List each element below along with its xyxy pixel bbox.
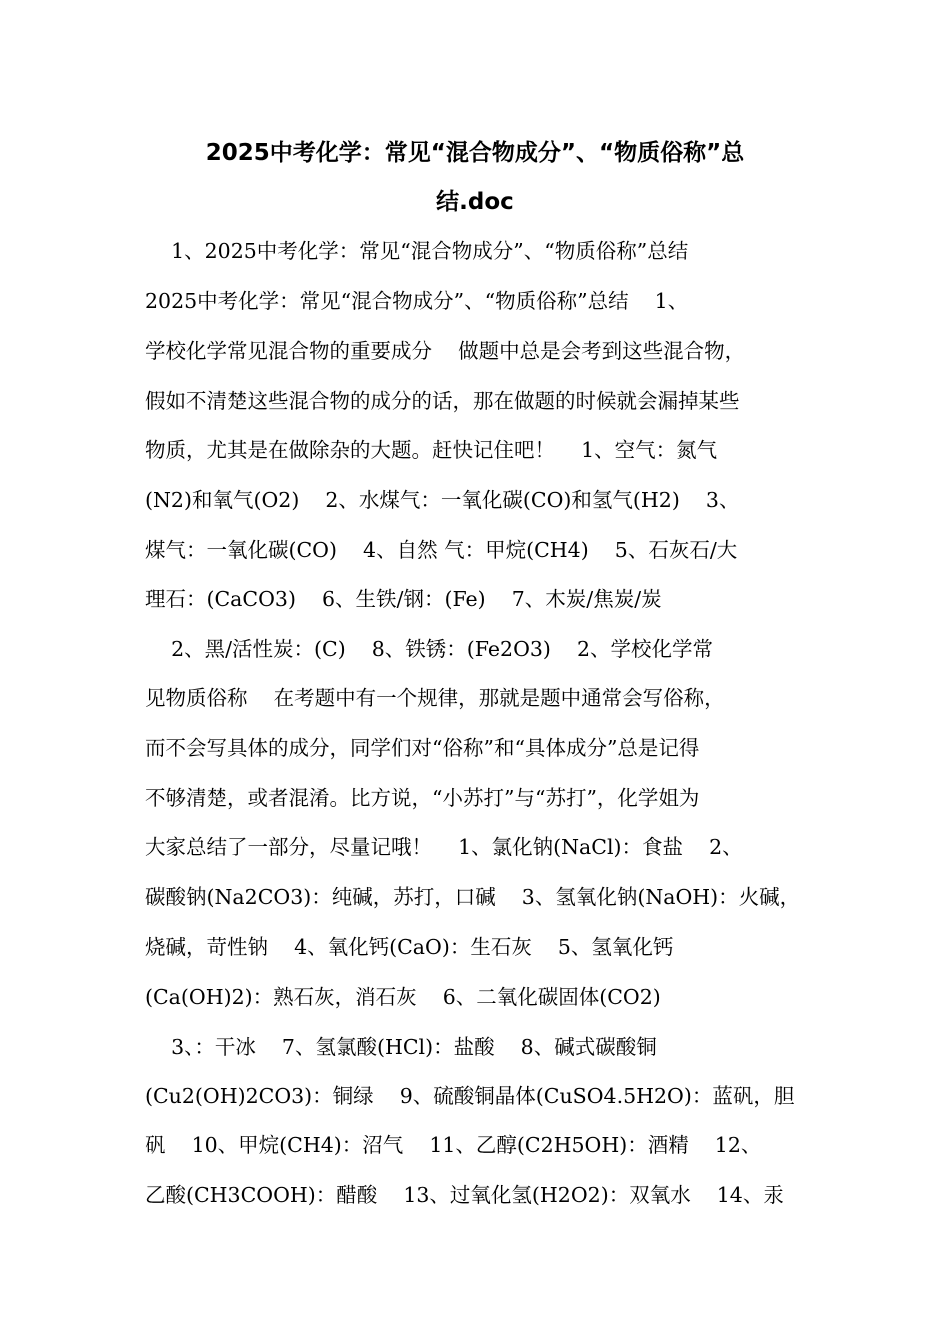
paragraph-line: 矾 10、甲烷(CH4)：沼气 11、乙醇(C2H5OH)：酒精 12、 [145,1133,762,1157]
document-title-line-2: 结.doc [436,189,514,215]
paragraph-line: 不够清楚，或者混淆。比方说，“小苏打”与“苏打”，化学姐为 [145,786,700,810]
paragraph-line: (Ca(OH)2)：熟石灰，消石灰 6、二氧化碳固体(CO2) [145,985,661,1009]
paragraph-line: 学校化学常见混合物的重要成分 做题中总是会考到这些混合物， [145,339,746,363]
paragraph-line: 乙酸(CH3COOH)：醋酸 13、过氧化氢(H2O2)：双氧水 14、汞 [145,1183,784,1207]
paragraph-line: 3、：干冰 7、氢氯酸(HCl)：盐酸 8、碱式碳酸铜 [145,1035,657,1059]
paragraph-line: (Cu2(OH)2CO3)：铜绿 9、硫酸铜晶体(CuSO4.5H2O)：蓝矾，胆 [145,1084,795,1108]
paragraph-line: 大家总结了一部分，尽量记哦！ 1、氯化钠(NaCl)：食盐 2、 [145,835,743,859]
paragraph-line: (N2)和氧气(O2) 2、水煤气：一氧化碳(CO)和氢气(H2) 3、 [145,488,740,512]
paragraph-line: 而不会写具体的成分，同学们对“俗称”和“具体成分”总是记得 [145,736,700,760]
paragraph-line: 1、2025中考化学：常见“混合物成分”、“物质俗称”总结 [145,239,689,263]
paragraph-line: 假如不清楚这些混合物的成分的话，那在做题的时候就会漏掉某些 [145,389,740,413]
paragraph-line: 理石：(CaCO3) 6、生铁/钢：(Fe) 7、木炭/焦炭/炭 [145,587,662,611]
paragraph-line: 碳酸钠(Na2CO3)：纯碱，苏打，口碱 3、氢氧化钠(NaOH)：火碱， [145,885,801,909]
paragraph-line: 见物质俗称 在考题中有一个规律，那就是题中通常会写俗称， [145,686,725,710]
paragraph-line: 2、黑/活性炭：(C) 8、铁锈：(Fe2O3) 2、学校化学常 [145,637,714,661]
document-title-line-1: 2025中考化学：常见“混合物成分”、“物质俗称”总 [205,140,745,166]
paragraph-line: 煤气：一氧化碳(CO) 4、自然 气：甲烷(CH4) 5、石灰石/大 [145,538,738,562]
paragraph-line: 2025中考化学：常见“混合物成分”、“物质俗称”总结 1、 [145,289,689,313]
paragraph-line: 烧碱，苛性钠 4、氧化钙(CaO)：生石灰 5、氢氧化钙 [145,935,674,959]
paragraph-line: 物质，尤其是在做除杂的大题。赶快记住吧！ 1、空气：氮气 [145,438,718,462]
